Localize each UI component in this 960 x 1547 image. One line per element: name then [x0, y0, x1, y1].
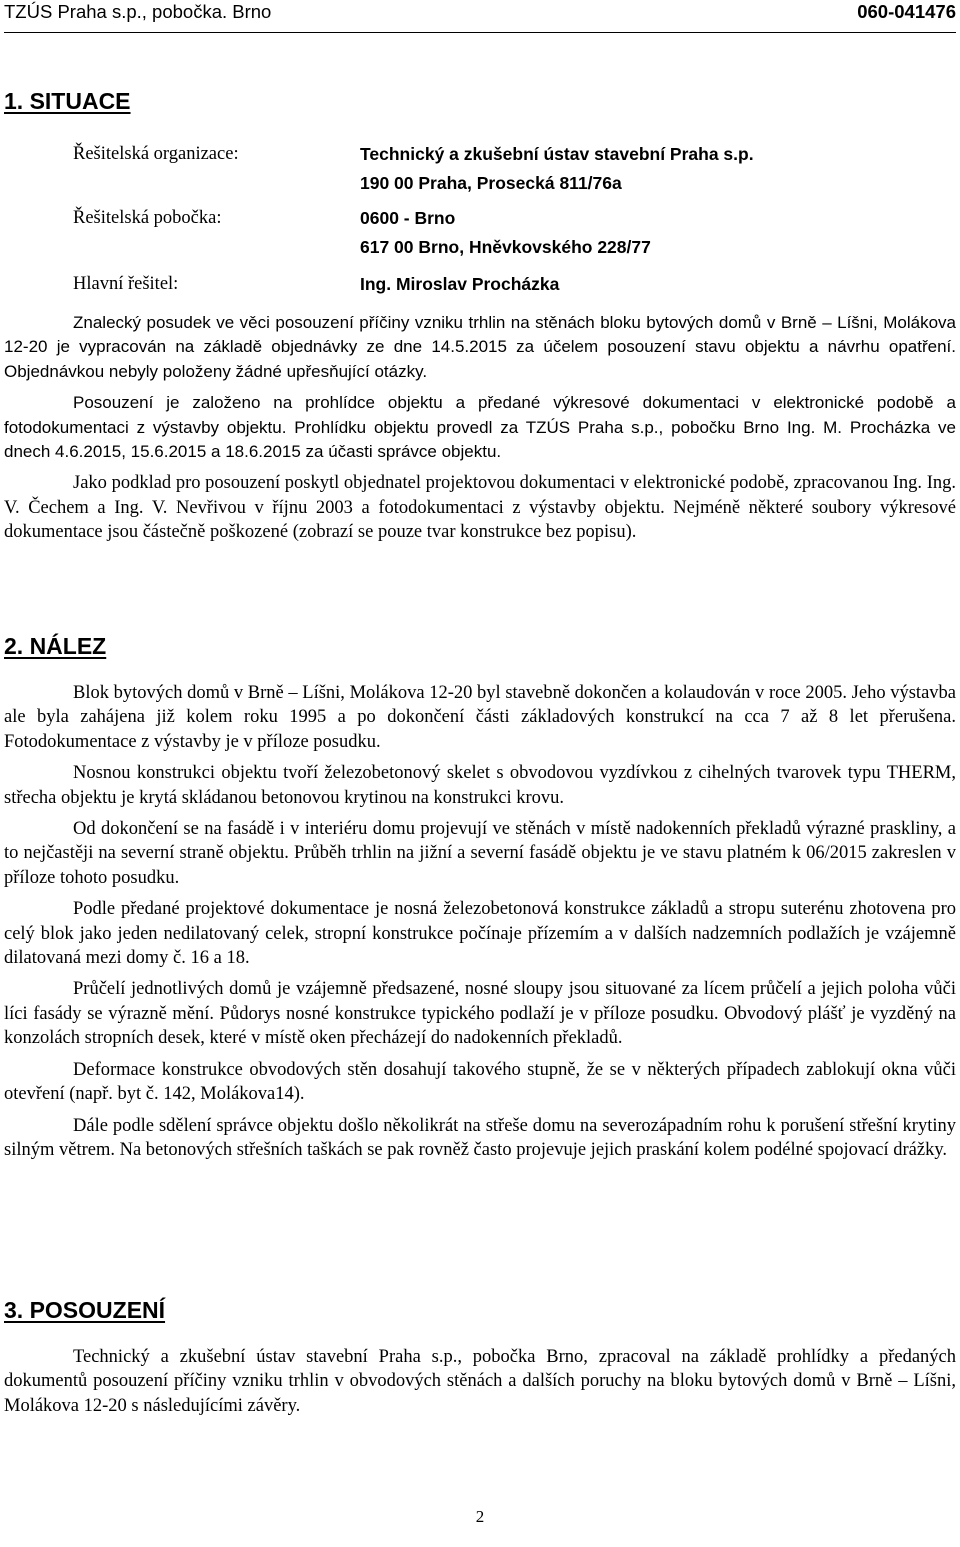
header-organization: TZÚS Praha s.p., pobočka. Brno: [4, 1, 272, 22]
paragraph: Posouzení je založeno na prohlídce objektu a předané výkresové dokumentaci v elektronické podobě a fotodokumentaci z výstavby objektu. Prohlídku objektu provedl za TZÚS Praha s.p., pobočku Brno Ing. M. Procházka ve dnech 4.6.2015, 15.6.2015 a 18.6.2015 za účasti správce objektu.: [4, 393, 956, 462]
section-title-situace: 1. SITUACE: [4, 88, 131, 114]
header-document-number: 060-041476: [857, 1, 956, 22]
paragraph: Deformace konstrukce obvodových stěn dosahují takového stupně, že se v některých případech zablokují okna vůči otevření (např. byt č. 142, Molákova14).: [4, 1059, 956, 1105]
section-title-posouzeni: 3. POSOUZENÍ: [4, 1297, 166, 1323]
paragraph: Jako podklad pro posouzení poskytl objednatel projektovou dokumentaci v elektronické podobě, zpracovanou Ing. Ing. V. Čechem a Ing. V. Nevřivou v říjnu 2003 a fotodokumentaci z výstavby objektu. Nejméně některé soubory výkresové dokumentace jsou částečně poškozené (zobrazí se pouze tvar konstrukce bez popisu).: [4, 473, 956, 543]
page-header: [4, 0, 956, 40]
info-value: [360, 204, 651, 262]
info-label: Hlavní řešitel:: [73, 274, 179, 294]
info-value-line: 617 00 Brno, Hněvkovského 228/77: [360, 237, 651, 257]
info-value-line: Technický a zkušební ústav stavební Praha s.p.: [360, 144, 754, 164]
info-label: Řešitelská organizace:: [73, 144, 239, 164]
section3-body: [4, 1345, 956, 1425]
paragraph: Znalecký posudek ve věci posouzení příčiny vzniku trhlin na stěnách bloku bytových domů v Brně – Líšni, Molákova 12-20 je vypracován na základě objednávky ze dne 14.5.2015 za účelem posouzení stavu objektu a návrhu opatření. Objednávkou nebyly položeny žádné upřesňující otázky.: [4, 313, 956, 381]
info-row-branch: [73, 204, 933, 257]
info-value-line: Ing. Miroslav Procházka: [360, 274, 560, 294]
info-value-line: 190 00 Praha, Prosecká 811/76a: [360, 173, 622, 193]
paragraph: Technický a zkušební ústav stavební Praha s.p., pobočka Brno, zpracoval na základě prohlídky a předaných dokumentů posouzení příčiny vzniku trhlin v obvodových stěnách a dalších poruchy na bloku bytových domů v Brně – Líšni, Molákova 12-20 s následujícími závěry.: [4, 1347, 956, 1416]
section1-body: [4, 311, 956, 552]
paragraph: Podle předané projektové dokumentace je nosná železobetonová konstrukce základů a stropu suterénu zhotovena pro celý blok jako jeden nedilatovaný celek, stropní konstrukce počínaje přízemím a v dalších nadzemních podlažích je vzájemně dilatovaná mezi domy č. 16 a 18.: [4, 899, 956, 969]
section-title-nalez: 2. NÁLEZ: [4, 633, 107, 659]
info-value: [360, 270, 559, 299]
paragraph: Blok bytových domů v Brně – Líšni, Molákova 12-20 byl stavebně dokončen a kolaudován v roce 2005. Jeho výstavba ale byla zahájena již kolem roku 1995 a po dokončení části základových konstrukcí na cca 7 až 8 let přerušena. Fotodokumentace z výstavby je v příloze posudku.: [4, 683, 956, 752]
info-row-organization: [73, 140, 933, 193]
info-row-lead: [73, 270, 933, 300]
section2-body: [4, 681, 956, 1169]
info-label: Řešitelská pobočka:: [73, 208, 222, 228]
info-value-line: 0600 - Brno: [360, 208, 456, 228]
page-number: 2: [475, 1507, 485, 1526]
info-value: [360, 140, 754, 198]
paragraph: Od dokončení se na fasádě i v interiéru domu projevují ve stěnách v místě nadokenních překladů výrazné praskliny, a to nejčastěji na severní straně objektu. Průběh trhlin na jižní a severní fasádě objektu je ve stavu platném k 06/2015 zakreslen v příloze tohoto posudku.: [4, 819, 956, 888]
paragraph: Dále podle sdělení správce objektu došlo několikrát na střeše domu na severozápadním rohu k porušení střešní krytiny silným větrem. Na betonových střešních taškách se pak rovněž často projevuje jejich praskání kolem podélné spojovací drážky.: [4, 1115, 956, 1160]
paragraph: Nosnou konstrukci objektu tvoří železobetonový skelet s obvodovou vyzdívkou z cihelných tvarovek typu THERM, střecha objektu je krytá skládanou betonovou krytinou na konstrukci krovu.: [4, 763, 956, 808]
header-rule: [4, 32, 956, 33]
paragraph: Průčelí jednotlivých domů je vzájemně předsazené, nosné sloupy jsou situované za lícem průčelí a jejich poloha vůči líci fasády se výrazně mění. Půdorys nosné konstrukce typického podlaží je v příloze posudku. Obvodový plášť je vyzděný na konzolách stropních desek, které v místě oken přecházejí do nadokenních překladů.: [4, 979, 956, 1049]
